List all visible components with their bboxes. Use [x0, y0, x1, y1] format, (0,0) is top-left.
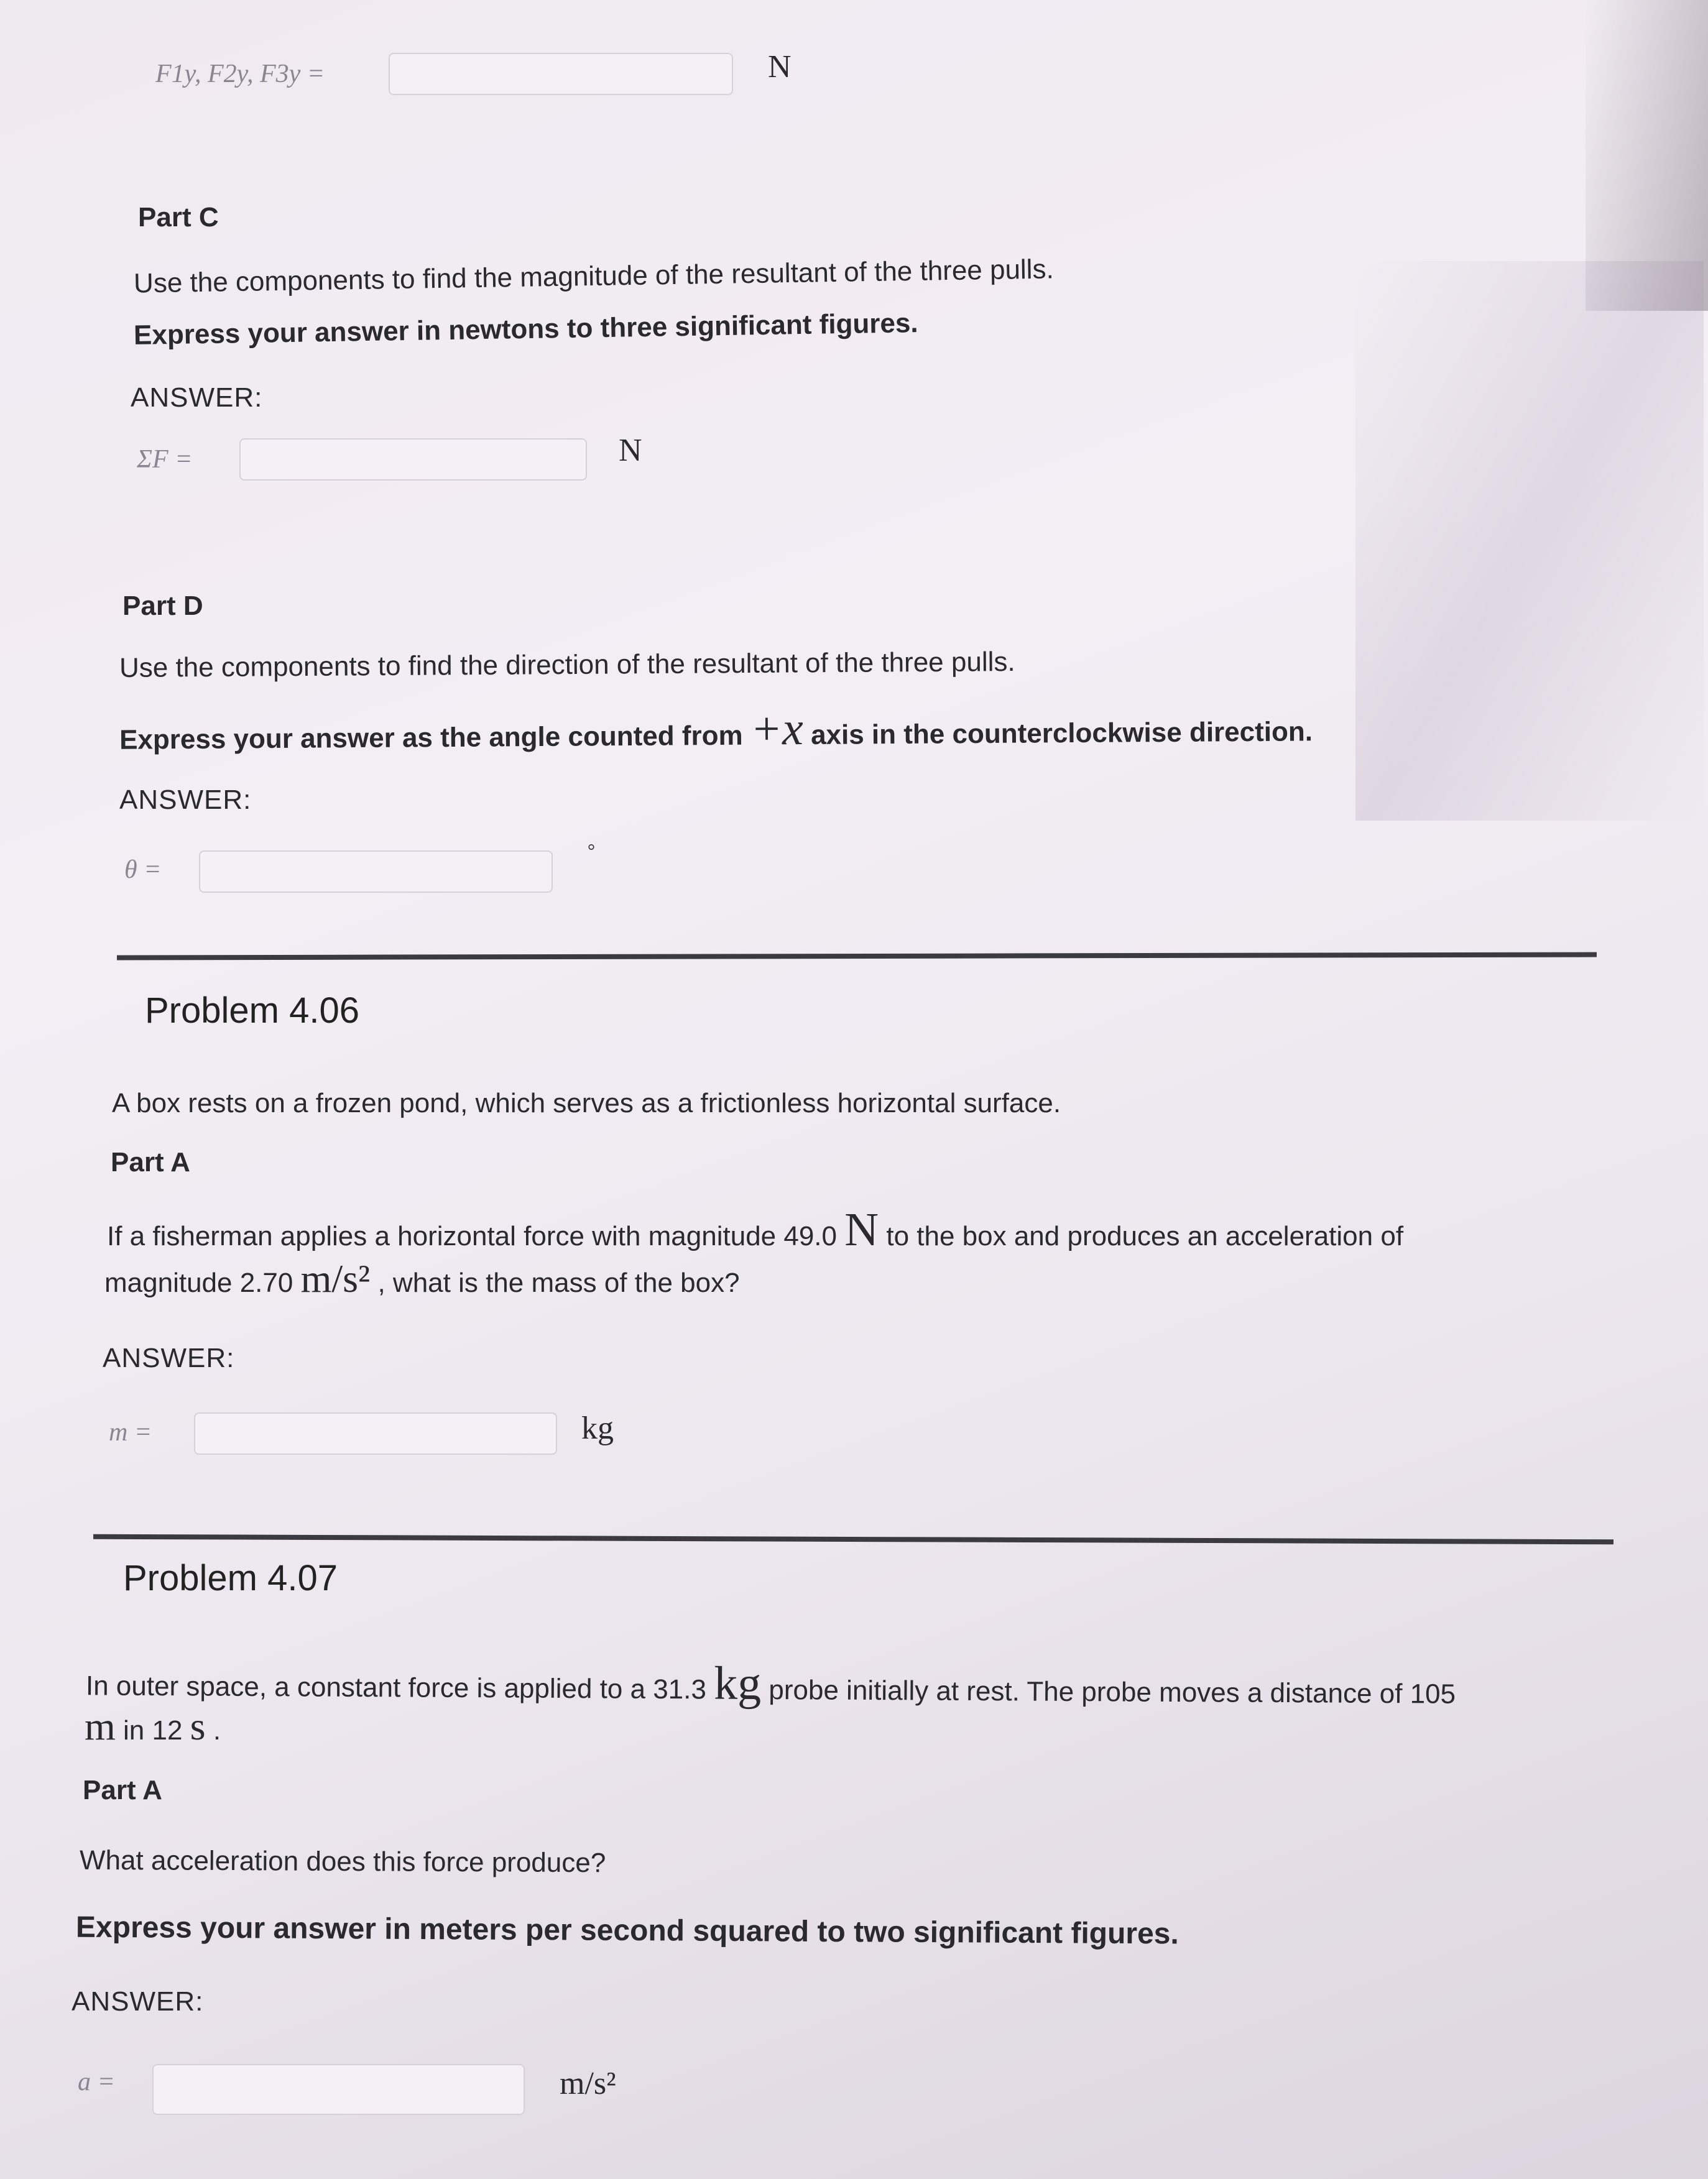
components-variable-label: F1y, F2y, F3y =	[155, 60, 325, 88]
problem-406-question-line2	[104, 1256, 740, 1302]
section-divider-1	[117, 952, 1597, 961]
components-answer-input[interactable]	[389, 53, 733, 95]
problem-407-line2-unit2: s	[190, 1704, 206, 1748]
problem-407-intro-text-end: probe initially at rest. The probe moves a distance of 105	[769, 1674, 1456, 1710]
paper-fold-shadow	[1355, 261, 1704, 821]
part-c-instruction: Express your answer in newtons to three significant figures.	[133, 308, 918, 351]
part-d-answer-input[interactable]	[199, 850, 553, 893]
part-d-answer-label: ANSWER:	[119, 785, 252, 815]
part-d-instruction	[119, 698, 1313, 760]
problem-406-question-line1	[107, 1203, 1403, 1257]
part-c-answer-label: ANSWER:	[131, 382, 263, 413]
problem-406-title: Problem 4.06	[145, 990, 359, 1031]
problem-406-unit: kg	[581, 1411, 614, 1446]
part-d-unit: °	[588, 841, 595, 861]
problem-407-part-a-heading: Part A	[83, 1775, 162, 1805]
problem-406-q2-text: magnitude 2.70	[104, 1268, 293, 1298]
problem-407-title: Problem 4.07	[123, 1558, 338, 1598]
problem-406-q2-unit: m/s²	[300, 1256, 371, 1301]
components-unit: N	[768, 49, 792, 85]
problem-407-intro-line1	[86, 1652, 1456, 1715]
problem-406-answer-label: ANSWER:	[103, 1343, 235, 1373]
problem-407-intro-line2	[85, 1703, 221, 1749]
section-divider-2	[93, 1534, 1613, 1545]
problem-407-variable-label: a =	[78, 2068, 115, 2096]
part-d-axis-symbol: +x	[750, 703, 804, 755]
problem-407-line2-unit: m	[85, 1704, 116, 1748]
problem-407-answer-label: ANSWER:	[72, 1986, 204, 2017]
part-c-heading: Part C	[138, 202, 219, 233]
part-d-variable-label: θ =	[124, 855, 162, 884]
part-c-question: Use the components to find the magnitude of the resultant of the three pulls.	[133, 254, 1055, 299]
problem-406-q2-text-end: , what is the mass of the box?	[377, 1268, 740, 1298]
problem-406-q1-text-end: to the box and produces an acceleration of	[886, 1221, 1404, 1251]
problem-407-line2-end: .	[213, 1715, 221, 1746]
problem-406-answer-input[interactable]	[194, 1412, 557, 1455]
problem-406-q1-text: If a fisherman applies a horizontal force with magnitude 49.0	[107, 1221, 837, 1251]
part-c-answer-input[interactable]	[239, 438, 587, 481]
paper-edge-shadow	[1586, 0, 1708, 311]
problem-407-answer-input[interactable]	[152, 2064, 525, 2115]
part-d-instruction-post: axis in the counterclockwise direction.	[810, 716, 1313, 750]
part-d-heading: Part D	[122, 591, 203, 621]
problem-407-intro-unit: kg	[713, 1657, 762, 1710]
problem-407-intro-text: In outer space, a constant force is applied to a 31.3	[85, 1670, 707, 1705]
problem-406-part-a-heading: Part A	[111, 1147, 190, 1177]
part-c-variable-label: ΣF =	[137, 445, 193, 474]
problem-406-variable-label: m =	[109, 1418, 152, 1447]
part-c-unit: N	[619, 433, 642, 468]
problem-406-q1-unit: N	[844, 1204, 879, 1256]
problem-407-instruction: Express your answer in meters per second squared to two significant figures.	[75, 1910, 1179, 1951]
problem-406-intro: A box rests on a frozen pond, which serves as a frictionless horizontal surface.	[112, 1088, 1061, 1118]
part-d-instruction-pre: Express your answer as the angle counted from	[119, 720, 743, 755]
problem-407-line2-text: in 12	[123, 1715, 183, 1746]
problem-407-unit: m/s²	[560, 2066, 616, 2101]
problem-407-question: What acceleration does this force produce?	[79, 1845, 606, 1879]
part-d-question: Use the components to find the direction of the resultant of the three pulls.	[119, 646, 1015, 684]
